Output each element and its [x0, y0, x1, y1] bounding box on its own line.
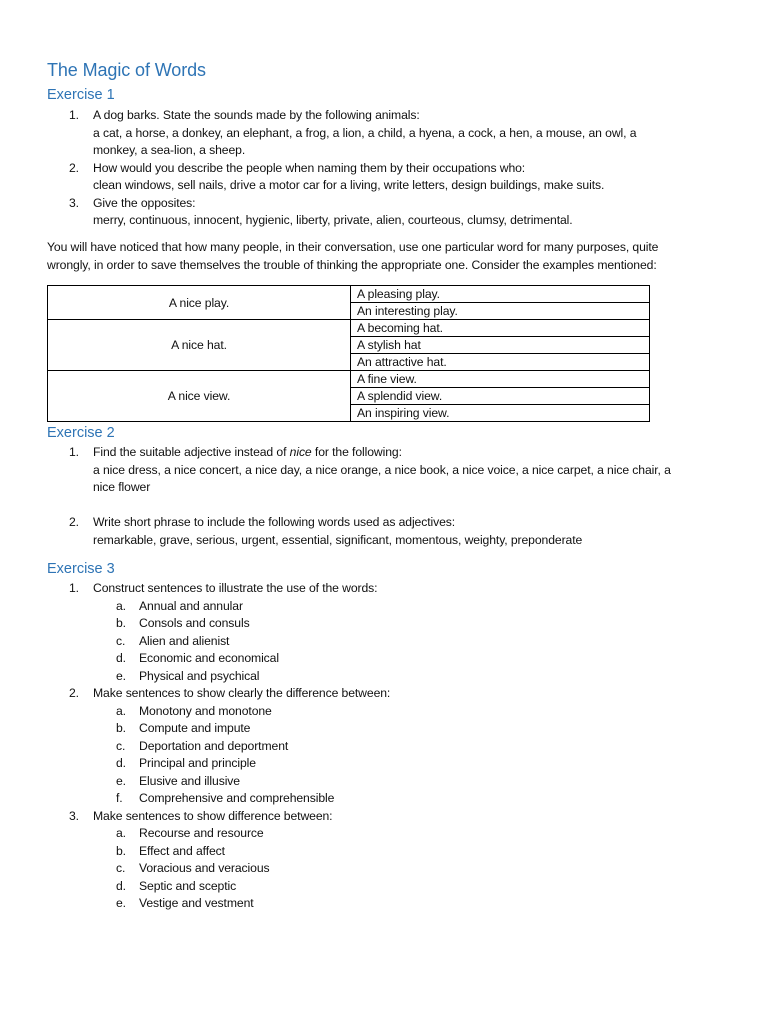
alternative-cell: A stylish hat [351, 337, 650, 354]
sub-letter: b. [116, 843, 126, 858]
sub-letter: c. [116, 738, 126, 753]
alternative-cell: A becoming hat. [351, 320, 650, 337]
list-item [47, 107, 727, 160]
prompt-text: for the following: [311, 445, 402, 459]
item-number: 2. [69, 160, 79, 175]
list-item [47, 514, 727, 549]
sub-letter: f. [116, 791, 123, 805]
list-item [47, 444, 727, 497]
sub-letter: e. [116, 773, 126, 788]
phrase-cell: A nice view. [48, 371, 351, 422]
alternative-cell: An inspiring view. [351, 405, 650, 422]
sub-letter: d. [116, 756, 126, 770]
sub-text: Elusive and illusive [139, 773, 240, 788]
sub-text: Effect and affect [139, 843, 225, 858]
sub-item [47, 790, 727, 808]
list-item [47, 580, 727, 598]
item-words: clean windows, sell nails, drive a motor car for a living, write letters, design buildings, make suits. [93, 178, 605, 192]
alternative-cell: An attractive hat. [351, 354, 650, 371]
sub-text: Principal and principle [139, 756, 256, 770]
sub-item [47, 860, 727, 878]
prompt-text: Find the suitable adjective instead of [93, 445, 290, 459]
sub-item [47, 738, 727, 756]
table-row [48, 371, 650, 388]
exercise-1-list [47, 107, 727, 230]
sub-text: Deportation and deportment [139, 738, 289, 753]
sub-text: Recourse and resource [139, 826, 264, 840]
list-item [47, 808, 727, 826]
item-number: 3. [69, 195, 79, 210]
sub-item [47, 633, 727, 651]
sub-letter: d. [116, 878, 126, 893]
exercise-2-list [47, 444, 727, 549]
phrase-cell: A nice play. [48, 286, 351, 320]
sub-letter: e. [116, 896, 126, 910]
sub-text: Vestige and vestment [139, 896, 254, 910]
sub-text: Economic and economical [139, 651, 279, 665]
sub-letter: e. [116, 668, 126, 683]
sub-text: Septic and sceptic [139, 878, 237, 893]
sub-item [47, 878, 727, 896]
item-number: 3. [69, 808, 79, 823]
list-item [47, 685, 727, 703]
sub-text: Voracious and veracious [139, 861, 270, 875]
table-row [48, 286, 650, 303]
sub-text: Comprehensive and comprehensible [139, 791, 335, 805]
sub-letter: a. [116, 703, 126, 718]
sub-text: Annual and annular [139, 598, 243, 613]
sub-item [47, 843, 727, 861]
table-row [48, 320, 650, 337]
exercise-3-list [47, 580, 727, 913]
item-words: merry, continuous, innocent, hygienic, liberty, private, alien, courteous, clumsy, detrimental. [93, 213, 573, 227]
sub-item [47, 825, 727, 843]
sub-item [47, 773, 727, 791]
item-prompt: Write short phrase to include the following words used as adjectives: [93, 515, 456, 529]
sub-item [47, 703, 727, 721]
sub-letter: a. [116, 826, 126, 840]
sub-letter: b. [116, 616, 126, 630]
sub-item [47, 755, 727, 773]
item-prompt: A dog barks. State the sounds made by the following animals: [93, 108, 420, 122]
sub-text: Monotony and monotone [139, 703, 272, 718]
sub-text: Physical and psychical [139, 668, 260, 683]
exercise-3-heading: Exercise 3 [47, 561, 115, 577]
item-number: 2. [69, 515, 79, 529]
item-words: remarkable, grave, serious, urgent, essential, significant, momentous, weighty, preponderate [93, 532, 583, 547]
sub-letter: c. [116, 861, 126, 875]
alternative-cell: An interesting play. [351, 303, 650, 320]
sub-item [47, 668, 727, 686]
item-words: a cat, a horse, a donkey, an elephant, a frog, a lion, a child, a hyena, a cock, a hen, a mouse, an owl, a [93, 125, 637, 140]
item-prompt: Make sentences to show clearly the difference between: [93, 686, 391, 700]
emphasis-word: nice [289, 445, 312, 459]
sub-letter: c. [116, 633, 126, 648]
sub-item [47, 615, 727, 633]
exercise-2-heading: Exercise 2 [47, 425, 115, 441]
item-words-cont: monkey, a sea-lion, a sheep. [93, 143, 246, 157]
page-title: The Magic of Words [47, 60, 206, 80]
sub-text: Alien and alienist [139, 633, 230, 648]
paragraph-line: You will have noticed that how many people, in their conversation, use one particular word for many purposes, quite [47, 240, 659, 254]
list-item [47, 160, 727, 195]
alternative-cell: A splendid view. [351, 388, 650, 405]
list-item [47, 195, 727, 230]
sub-item [47, 650, 727, 668]
item-prompt: Give the opposites: [93, 195, 196, 210]
item-number: 1. [69, 445, 79, 459]
item-number: 1. [69, 581, 79, 595]
sub-item [47, 598, 727, 616]
sub-text: Consols and consuls [139, 616, 250, 630]
spacer [47, 497, 727, 515]
item-prompt: How would you describe the people when naming them by their occupations who: [93, 160, 526, 175]
sub-letter: b. [116, 721, 126, 735]
examples-table [47, 285, 650, 422]
alternative-cell: A pleasing play. [351, 286, 650, 303]
phrase-cell: A nice hat. [48, 320, 351, 371]
item-prompt: Construct sentences to illustrate the use of the words: [93, 581, 378, 595]
sub-text: Compute and impute [139, 721, 251, 735]
item-words-cont: nice flower [93, 480, 151, 494]
item-prompt: Make sentences to show difference between: [93, 808, 333, 823]
item-number: 2. [69, 686, 79, 700]
sub-letter: d. [116, 651, 126, 665]
item-prompt [93, 444, 727, 462]
intro-paragraph [47, 239, 727, 274]
paragraph-line: wrongly, in order to save themselves the trouble of thinking the appropriate one. Consider the examples mentioned: [47, 257, 657, 272]
item-number: 1. [69, 108, 79, 122]
item-words: a nice dress, a nice concert, a nice day, a nice orange, a nice book, a nice voice, a nice carpet, a nice chair, a [93, 462, 671, 477]
sub-item [47, 720, 727, 738]
sub-letter: a. [116, 598, 126, 613]
exercise-1-heading: Exercise 1 [47, 87, 115, 103]
sub-item [47, 895, 727, 913]
alternative-cell: A fine view. [351, 371, 650, 388]
